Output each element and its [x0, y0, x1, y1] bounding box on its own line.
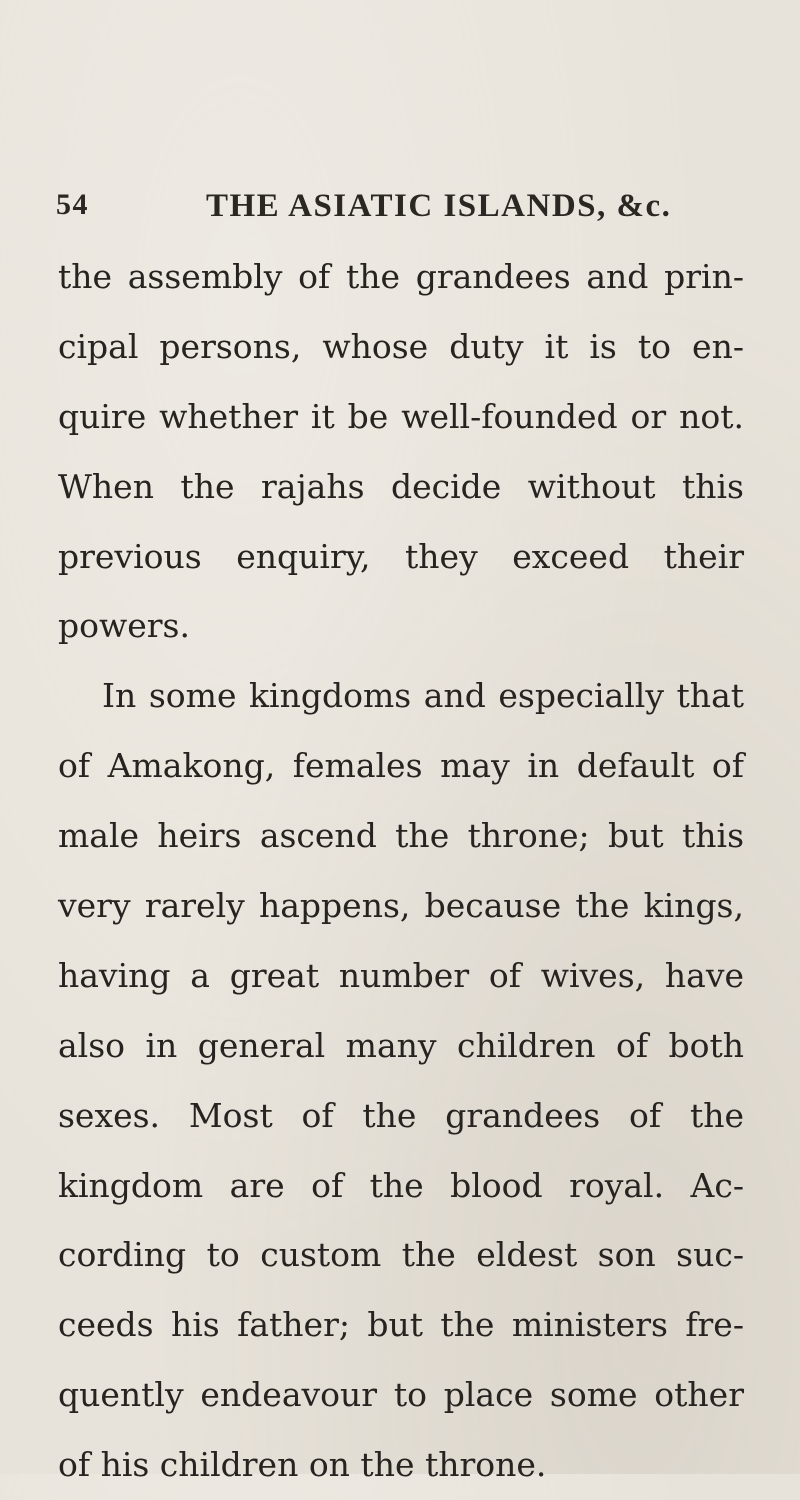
text-line: male heirs ascend the throne; but this: [58, 816, 744, 856]
text-line: kingdom are of the blood royal. Ac-: [58, 1165, 744, 1205]
text-line: cipal persons, whose duty it is to en-: [58, 326, 744, 366]
text-line: of his children on the throne.: [58, 1445, 547, 1485]
text-line: having a great number of wives, have: [58, 955, 744, 995]
text-line: sexes. Most of the grandees of the: [58, 1095, 744, 1135]
running-head: [56, 188, 776, 238]
text-line: When the rajahs decide without this: [58, 466, 744, 506]
text-line: cording to custom the eldest son suc-: [58, 1235, 744, 1275]
page-number: 54: [56, 188, 89, 221]
paragraph-start-line: In some kingdoms and especially that: [102, 676, 744, 716]
text-line: powers.: [58, 606, 190, 646]
text-line: previous enquiry, they exceed their: [58, 536, 744, 576]
body-text: [58, 242, 744, 1500]
text-line: the assembly of the grandees and prin-: [58, 257, 744, 296]
running-title: THE ASIATIC ISLANDS, &c.: [206, 188, 672, 224]
text-line: quently endeavour to place some other: [58, 1375, 744, 1415]
text-line: quire whether it be well-founded or not.: [58, 396, 744, 436]
text-line: of Amakong, females may in default of: [58, 746, 744, 786]
text-line: also in general many children of both: [58, 1025, 744, 1065]
text-line: ceeds his father; but the ministers fre-: [58, 1305, 744, 1345]
text-line: very rarely happens, because the kings,: [58, 886, 744, 926]
